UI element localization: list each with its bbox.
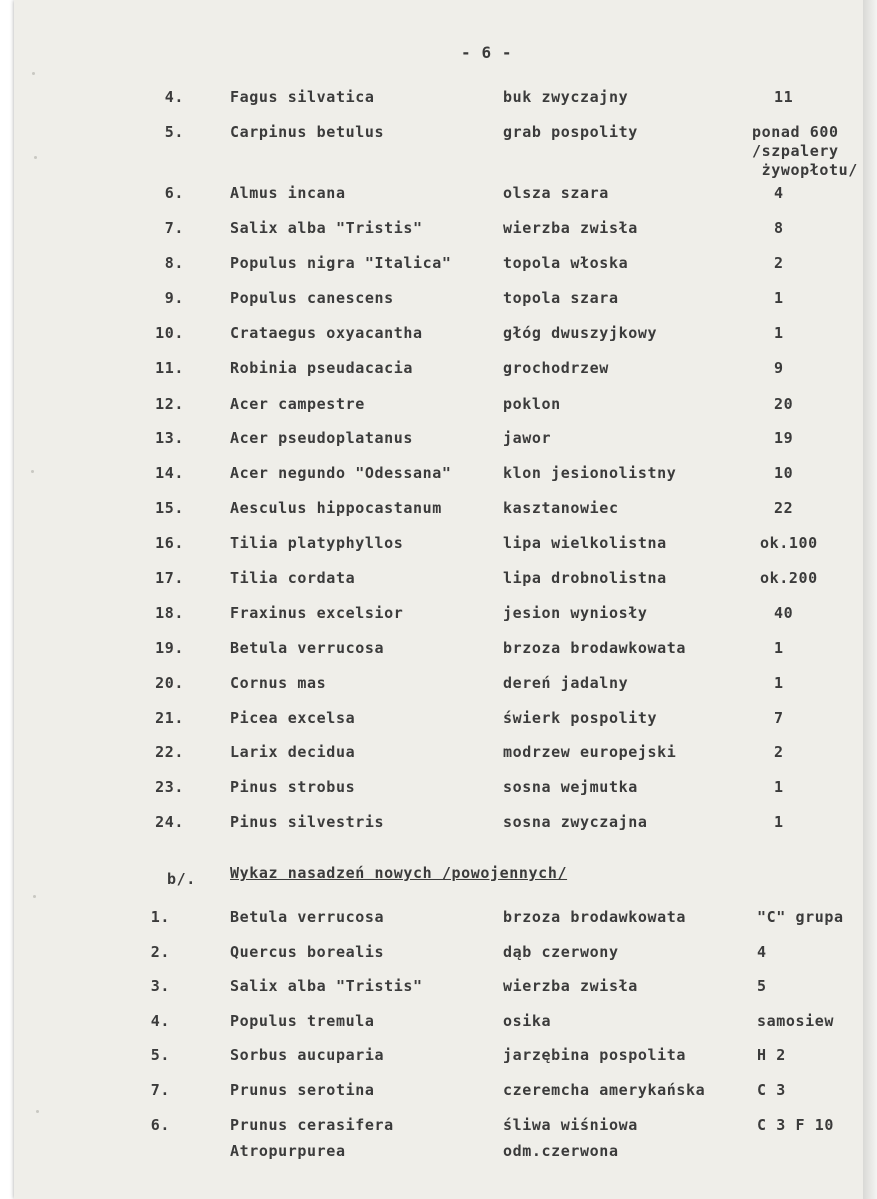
- scan-speck: [33, 895, 36, 898]
- tree-count: 9: [774, 359, 784, 377]
- tree-count: H 2: [757, 1046, 786, 1064]
- row-number: 5.: [164, 123, 184, 141]
- row-number: 2.: [150, 943, 170, 961]
- polish-name: kasztanowiec: [503, 499, 619, 517]
- latin-name: Pinus strobus: [230, 778, 356, 796]
- polish-name: brzoza brodawkowata: [503, 639, 686, 657]
- latin-name: Salix alba "Tristis": [230, 977, 423, 995]
- polish-name: wierzba zwisła: [503, 977, 638, 995]
- section-b-title: Wykaz nasadzeń nowych /powojennych/: [230, 864, 568, 882]
- tree-count: 2: [774, 254, 784, 272]
- tree-count: 11: [774, 88, 794, 106]
- row-number: 1.: [150, 908, 170, 926]
- tree-count: samosiew: [757, 1012, 835, 1030]
- polish-name: osika: [503, 1012, 552, 1030]
- row-number: 19.: [155, 639, 184, 657]
- tree-count: ok.200: [760, 569, 818, 587]
- latin-name: Picea excelsa: [230, 709, 356, 727]
- tree-count: 7: [774, 709, 784, 727]
- row-number: 6.: [150, 1116, 170, 1134]
- latin-name: Pinus silvestris: [230, 813, 385, 831]
- polish-name: buk zwyczajny: [503, 88, 629, 106]
- polish-name: świerk pospolity: [503, 709, 658, 727]
- scan-speck: [31, 470, 34, 473]
- row-number: 3.: [150, 977, 170, 995]
- row-number: 7.: [164, 219, 184, 237]
- page-edge-shadow: [863, 0, 877, 1199]
- row-number: 7.: [150, 1081, 170, 1099]
- polish-name: klon jesionolistny: [503, 464, 677, 482]
- polish-name: czeremcha amerykańska: [503, 1081, 706, 1099]
- polish-name: topola włoska: [503, 254, 629, 272]
- latin-name: Larix decidua: [230, 743, 356, 761]
- row-number: 11.: [155, 359, 184, 377]
- latin-name: Acer pseudoplatanus: [230, 429, 413, 447]
- latin-name: Tilia cordata: [230, 569, 356, 587]
- polish-name: topola szara: [503, 289, 619, 307]
- tree-count: 1: [774, 289, 784, 307]
- tree-count: 1: [774, 324, 784, 342]
- latin-name: Betula verrucosa: [230, 908, 385, 926]
- latin-name: Tilia platyphyllos: [230, 534, 404, 552]
- polish-name: jarzębina pospolita: [503, 1046, 686, 1064]
- latin-name: Sorbus aucuparia: [230, 1046, 385, 1064]
- polish-name: dereń jadalny: [503, 674, 629, 692]
- row-number: 23.: [155, 778, 184, 796]
- row-number: 14.: [155, 464, 184, 482]
- tree-count: 10: [774, 464, 794, 482]
- row-number: 4.: [150, 1012, 170, 1030]
- tree-count: ok.100: [760, 534, 818, 552]
- scan-speck: [36, 1110, 39, 1113]
- row-number: 20.: [155, 674, 184, 692]
- latin-name: Populus canescens: [230, 289, 394, 307]
- polish-name: jesion wyniosły: [503, 604, 648, 622]
- latin-name: Crataegus oxyacantha: [230, 324, 423, 342]
- polish-name: śliwa wiśniowa: [503, 1116, 638, 1134]
- latin-name: Almus incana: [230, 184, 346, 202]
- row-number: 16.: [155, 534, 184, 552]
- polish-name: lipa wielkolistna: [503, 534, 667, 552]
- row-number: 18.: [155, 604, 184, 622]
- latin-name: Acer campestre: [230, 395, 365, 413]
- polish-name: poklon: [503, 395, 561, 413]
- section-b-letter: b/.: [167, 870, 196, 888]
- row-number: 6.: [164, 184, 184, 202]
- latin-name: Fagus silvatica: [230, 88, 375, 106]
- polish-name: lipa drobnolistna: [503, 569, 667, 587]
- tree-count: 2: [774, 743, 784, 761]
- tree-count: 1: [774, 674, 784, 692]
- latin-name: Populus nigra "Italica": [230, 254, 452, 272]
- row-number: 12.: [155, 395, 184, 413]
- tree-count: C 3 F 10: [757, 1116, 835, 1134]
- latin-name: Fraxinus excelsior: [230, 604, 404, 622]
- polish-name: grab pospolity: [503, 123, 638, 141]
- polish-name: dąb czerwony: [503, 943, 619, 961]
- scan-speck: [32, 72, 35, 75]
- row-number: 8.: [164, 254, 184, 272]
- polish-name: odm.czerwona: [503, 1142, 619, 1160]
- scan-speck: [34, 156, 37, 159]
- row-number: 17.: [155, 569, 184, 587]
- document-page: [14, 0, 864, 1199]
- tree-count: C 3: [757, 1081, 786, 1099]
- tree-count: 20: [774, 395, 794, 413]
- row-number: 15.: [155, 499, 184, 517]
- tree-count: 4: [757, 943, 767, 961]
- tree-count: "C" grupa: [757, 908, 844, 926]
- latin-name: Robinia pseudacacia: [230, 359, 413, 377]
- polish-name: wierzba zwisła: [503, 219, 638, 237]
- row-number: 22.: [155, 743, 184, 761]
- polish-name: sosna wejmutka: [503, 778, 638, 796]
- polish-name: olsza szara: [503, 184, 609, 202]
- row-number: 4.: [164, 88, 184, 106]
- latin-name: Prunus cerasifera: [230, 1116, 394, 1134]
- latin-name: Prunus serotina: [230, 1081, 375, 1099]
- polish-name: grochodrzew: [503, 359, 609, 377]
- row-number: 13.: [155, 429, 184, 447]
- tree-count: 19: [774, 429, 794, 447]
- latin-name: Carpinus betulus: [230, 123, 385, 141]
- row-number: 10.: [155, 324, 184, 342]
- row-number: 21.: [155, 709, 184, 727]
- latin-name: Cornus mas: [230, 674, 327, 692]
- latin-name: Atropurpurea: [230, 1142, 346, 1160]
- polish-name: brzoza brodawkowata: [503, 908, 686, 926]
- latin-name: Salix alba "Tristis": [230, 219, 423, 237]
- row-number: 24.: [155, 813, 184, 831]
- latin-name: Quercus borealis: [230, 943, 385, 961]
- latin-name: Aesculus hippocastanum: [230, 499, 442, 517]
- tree-count: 1: [774, 639, 784, 657]
- polish-name: jawor: [503, 429, 552, 447]
- tree-count: 4: [774, 184, 784, 202]
- tree-count: 1: [774, 778, 784, 796]
- polish-name: głóg dwuszyjkowy: [503, 324, 658, 342]
- tree-count: 1: [774, 813, 784, 831]
- tree-count: 5: [757, 977, 767, 995]
- latin-name: Acer negundo "Odessana": [230, 464, 452, 482]
- polish-name: modrzew europejski: [503, 743, 677, 761]
- tree-count: 8: [774, 219, 784, 237]
- page-number: - 6 -: [461, 43, 513, 62]
- latin-name: Populus tremula: [230, 1012, 375, 1030]
- row-number: 5.: [150, 1046, 170, 1064]
- row-number: 9.: [164, 289, 184, 307]
- polish-name: sosna zwyczajna: [503, 813, 648, 831]
- tree-count: 40: [774, 604, 794, 622]
- tree-count: 22: [774, 499, 794, 517]
- latin-name: Betula verrucosa: [230, 639, 385, 657]
- tree-count: ponad 600 /szpalery żywopłotu/: [752, 123, 858, 179]
